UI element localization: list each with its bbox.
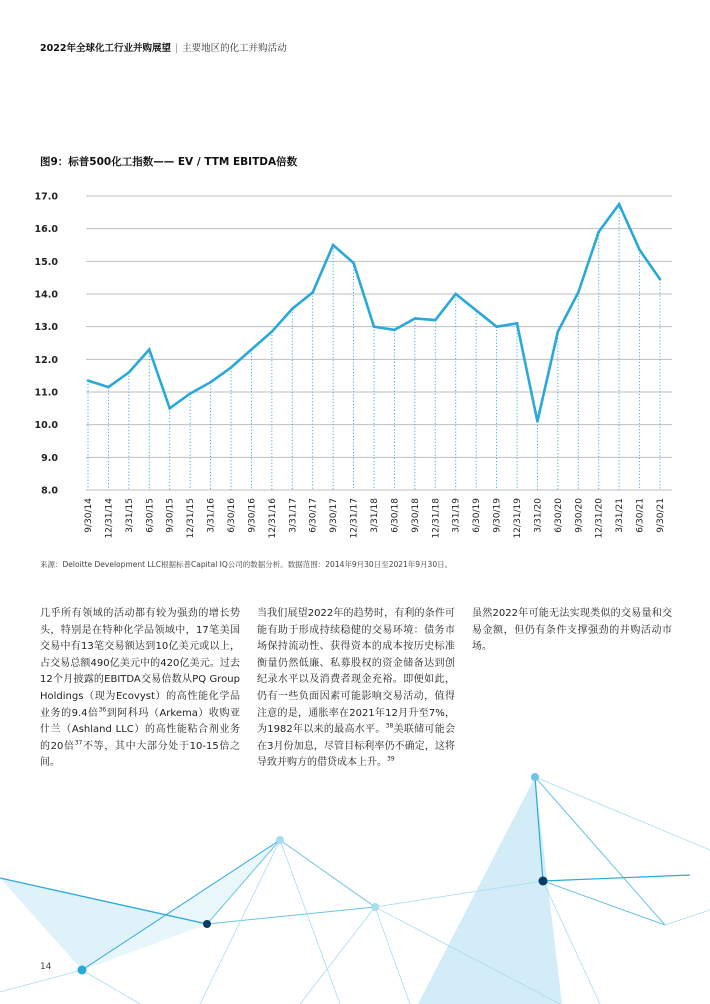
data-point [659,278,662,281]
data-point [311,291,314,294]
x-tick-label: 3/31/21 [615,498,626,533]
x-tick-label: 3/31/18 [370,498,380,533]
paragraph-text: 不等，其中大部分处于10-15倍之间。 [40,740,240,769]
footnote-ref: 37 [74,739,83,747]
x-tick-label: 3/31/19 [451,498,462,533]
data-point [271,330,274,333]
data-point [638,249,641,252]
data-point [577,291,580,294]
deco-node [371,903,379,911]
x-tick-label: 3/31/17 [288,498,299,533]
decorative-network-graphic [0,760,710,1004]
deco-network [0,777,710,1004]
paragraph [40,606,240,772]
x-tick-label: 6/30/20 [553,498,564,533]
y-tick-label: 15.0 [34,256,58,268]
data-point [516,322,519,325]
x-tick-label: 6/30/21 [635,498,646,533]
data-point [332,244,335,247]
x-tick-label: 12/31/15 [186,498,197,539]
data-point [454,293,457,296]
x-tick-label: 12/31/20 [594,498,605,539]
data-point [393,329,396,332]
paragraph [257,606,455,772]
x-tick-label: 6/30/15 [145,498,156,533]
x-tick-label: 9/30/16 [247,498,258,533]
x-tick-label: 3/31/16 [206,498,217,533]
running-header [40,40,287,54]
y-tick-label: 16.0 [34,224,58,236]
data-point [495,325,498,328]
data-point [168,407,171,410]
y-tick-label: 12.0 [34,354,58,366]
x-tick-label: 12/31/18 [431,498,442,539]
x-tick-label: 3/31/15 [124,498,135,533]
x-tick-label: 9/30/18 [410,498,421,533]
deco-node [276,836,284,844]
x-tick-label: 9/30/20 [574,498,585,533]
figure-source: 来源：Deloitte Development LLC根据标普Capital IQ公司的数据分析。数据范围：2014年9月30日至2021年9月30日。 [40,560,453,569]
footnote-ref: 36 [98,706,107,714]
y-tick-label: 9.0 [41,452,58,464]
data-point [352,262,355,265]
y-tick-label: 10.0 [34,420,58,432]
paragraph-text: 当我们展望2022年的趋势时，有利的条件可能有助于形成持续稳健的交易环境：债务市场保持流动性、获得资本的成本按历史标准衡量仍然低廉、私募股权的资金储备达到创纪录水平以及消费者现金充裕。即便如此，仍有一些负面因素可能影响交易活动，值得注意的是，通胀率在2021年12月升至7%，为1982年以来的最高水平。 [257,608,455,736]
body-column-1 [40,606,240,772]
data-point [475,309,478,312]
data-point [87,379,90,382]
y-tick-label: 11.0 [34,387,58,399]
x-tick-label: 9/30/15 [165,498,176,533]
data-point [209,381,212,384]
x-tick-label: 9/30/19 [492,497,503,533]
data-point [557,330,560,333]
x-tick-label: 9/30/17 [329,498,340,533]
x-tick-label: 9/30/21 [656,498,666,533]
x-tick-label: 9/30/14 [84,498,94,533]
deco-node [539,877,548,886]
data-point [618,203,621,206]
x-tick-label: 3/31/20 [533,498,544,533]
data-point [291,307,294,310]
x-tick-label: 12/31/14 [104,498,115,539]
data-point [597,231,600,234]
figure-title: 图9：标普500化工指数—— EV / TTM EBITDA倍数 [40,156,298,168]
page-number: 14 [40,962,52,972]
data-point [148,348,151,351]
deco-node [531,773,539,781]
series-line [88,204,660,421]
x-tick-label: 6/30/19 [472,497,483,533]
footnote-ref: 38 [385,722,394,730]
data-point [414,317,417,320]
x-tick-label: 12/31/19 [513,498,523,539]
paragraph-text: 虽然2022年可能无法实现类似的交易量和交易金额，但仍有条件支撑强劲的并购活动市场。 [472,608,672,653]
data-point [434,319,437,322]
paragraph-text: 到阿科玛（Arkema）收购亚什兰（Ashland LLC）的高性能粘合剂业务的20倍 [40,707,240,752]
data-point [128,371,131,374]
y-tick-label: 8.0 [41,485,58,497]
y-tick-label: 14.0 [34,289,58,301]
data-point [536,420,539,423]
section-title: 主要地区的化工并购活动 [182,43,287,54]
data-point [250,348,253,351]
x-tick-label: 6/30/18 [390,498,401,533]
x-tick-label: 12/31/16 [267,498,278,539]
paragraph [472,606,672,656]
x-tick-label: 6/30/17 [308,498,319,533]
data-point [373,325,376,328]
line-chart [0,180,710,550]
header-separator: | [174,43,179,54]
paragraph-text: 几乎所有领域的活动都有较为强劲的增长势头，特别是在特种化学品领域中，17笔美国交易中有13笔交易额达到10亿美元或以上，占交易总额490亿美元中的420亿美元。过去12个月披露的EBITDA交易倍数从PQ Group Holdings（现为Ecovyst）的高性能化学品业务的9.4倍 [40,608,240,719]
body-column-2 [257,606,455,772]
data-point [189,392,192,395]
report-title: 2022年全球化工行业并购展望 [40,43,171,54]
y-tick-label: 17.0 [34,191,58,203]
x-tick-label: 6/30/16 [227,498,237,533]
deco-node [203,920,211,928]
x-tick-label: 12/31/17 [349,498,360,539]
body-column-3 [472,606,672,656]
footnote-ref: 39 [387,756,395,764]
data-point [107,386,110,389]
data-point [230,366,233,369]
y-tick-label: 13.0 [34,322,58,334]
deco-node [78,966,87,975]
paragraph-text: 美联储可能会在3月份加息，尽管目标利率仍不确定，这将导致并购方的借贷成本上升。 [257,724,455,769]
